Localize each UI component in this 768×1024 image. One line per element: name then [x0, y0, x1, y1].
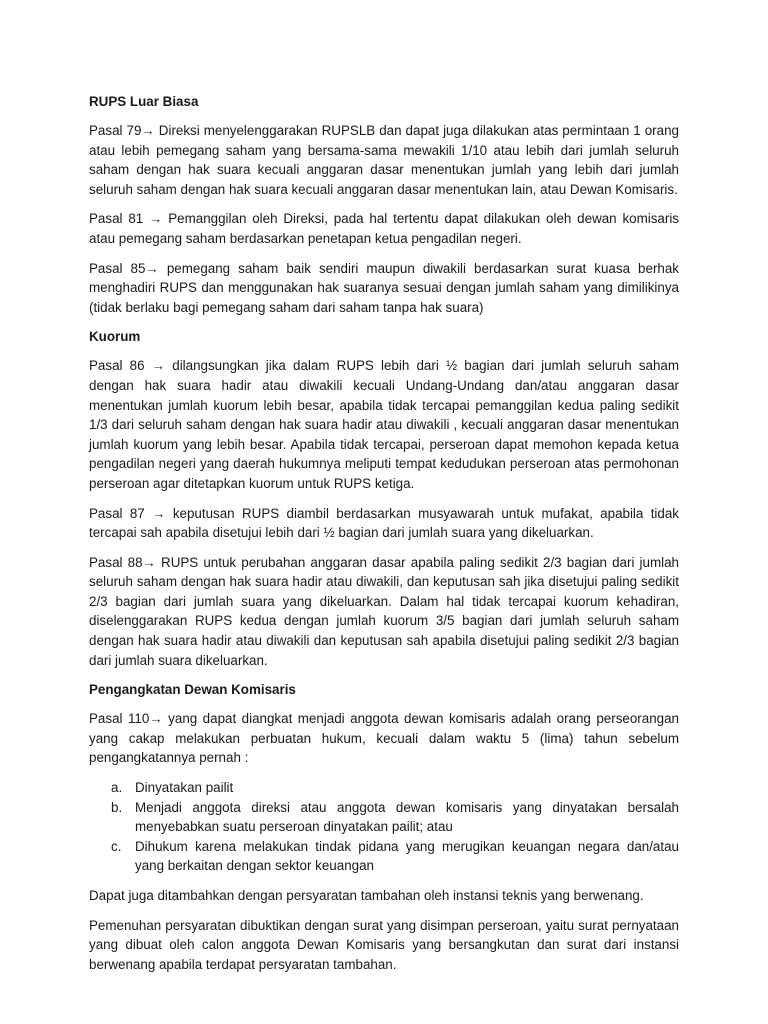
heading-rups-luar-biasa: RUPS Luar Biasa [89, 94, 199, 109]
paragraph-pasal-81: Pasal 81 → Pemanggilan oleh Direksi, pada hal tertentu dapat dilakukan oleh dewan komisaris atau pemegang saham berdasarkan penetapan ketua pengadilan negeri. [89, 211, 679, 246]
paragraph-pasal-85: Pasal 85→ pemegang saham baik sendiri maupun diwakili berdasarkan surat kuasa berhak menghadiri RUPS dan menggunakan hak suaranya sesuai dengan jumlah saham yang dimilikinya (tidak berlaku bagi pemegang saham dari saham tanpa hak suara) [89, 260, 679, 315]
paragraph-pasal-79: Pasal 79→ Direksi menyelenggarakan RUPSLB dan dapat juga dilakukan atas permintaan 1 orang atau lebih pemegang saham yang bersama-sama mewakili 1/10 atau lebih dari jumlah seluruh saham dengan hak suara kecuali anggaran dasar menentukan jumlah yang lebih dari jumlah seluruh saham dengan hak suara kecuali anggaran dasar menentukan lain, atau Dewan Komisaris. [89, 123, 679, 197]
list-marker: c. [111, 838, 122, 854]
list-item [89, 778, 679, 798]
paragraph-pasal-110: Pasal 110→ yang dapat diangkat menjadi anggota dewan komisaris adalah orang perseorangan yang cakap melakukan perbuatan hukum, kecuali dalam waktu 5 (lima) tahun sebelum pengangkatannya pernah : [89, 711, 679, 766]
list-marker: a. [111, 780, 123, 796]
requirements-list [89, 778, 679, 876]
paragraph-pasal-86: Pasal 86 → dilangsungkan jika dalam RUPS lebih dari ½ bagian dari jumlah seluruh saham dengan hak suara hadir atau diwakili kecuali Undang-Undang dan/atau anggaran dasar menentukan jumlah kuorum lebih besar, apabila tidak tercapai pemanggilan kedua paling sedikit 1/3 dari seluruh saham dengan hak suara hadir atau diwakili , kecuali anggaran dasar menentukan jumlah kuorum yang lebih besar. Apabila tidak tercapai, perseroan dapat memohon kepada ketua pengadilan negeri yang daerah hukumnya meliputi tempat kedudukan perseroan atas permohonan perseroan agar ditetapkan kuorum untuk RUPS ketiga. [89, 358, 679, 491]
heading-kuorum: Kuorum [89, 329, 141, 345]
list-item-text: Dihukum karena melakukan tindak pidana yang merugikan keuangan negara dan/atau yang berkaitan dengan sektor keuangan [135, 838, 679, 874]
list-item [89, 837, 679, 876]
paragraph-pasal-88: Pasal 88→ RUPS untuk perubahan anggaran dasar apabila paling sedikit 2/3 bagian dari jumlah seluruh saham dengan hak suara hadir atau diwakili, dan keputusan sah jika disetujui paling sedikit 2/3 bagian dari jumlah suara yang dikeluarkan. Dalam hal tidak tercapai kuorum kehadiran, diselenggarakan RUPS kedua dengan jumlah kuorum 3/5 bagian dari jumlah seluruh saham dengan hak suara hadir atau diwakili dan keputusan sah apabila disetujui paling sedikit 2/3 bagian dari jumlah suara dikeluarkan. [89, 554, 679, 668]
paragraph-persyaratan-tambahan: Dapat juga ditambahkan dengan persyaratan tambahan oleh instansi teknis yang berwenang. [89, 888, 644, 903]
heading-pengangkatan-dewan-komisaris: Pengangkatan Dewan Komisaris [89, 682, 296, 698]
list-item-text: Dinyatakan pailit [135, 780, 234, 796]
list-item-text: Menjadi anggota direksi atau anggota dewan komisaris yang dinyatakan bersalah menyebabkan suatu perseroan dinyatakan pailit; atau [135, 799, 679, 835]
paragraph-pasal-87: Pasal 87 → keputusan RUPS diambil berdasarkan musyawarah untuk mufakat, apabila tidak tercapai sah apabila disetujui lebih dari ½ bagian dari jumlah suara yang dikeluarkan. [89, 505, 679, 541]
paragraph-pemenuhan-persyaratan: Pemenuhan persyaratan dibuktikan dengan surat yang disimpan perseroan, yaitu surat pernyataan yang dibuat oleh calon anggota Dewan Komisaris yang bersangkutan dan surat dari instansi berwenang apabila terdapat persyaratan tambahan. [89, 917, 679, 972]
list-marker: b. [111, 799, 123, 815]
list-item [89, 798, 679, 837]
